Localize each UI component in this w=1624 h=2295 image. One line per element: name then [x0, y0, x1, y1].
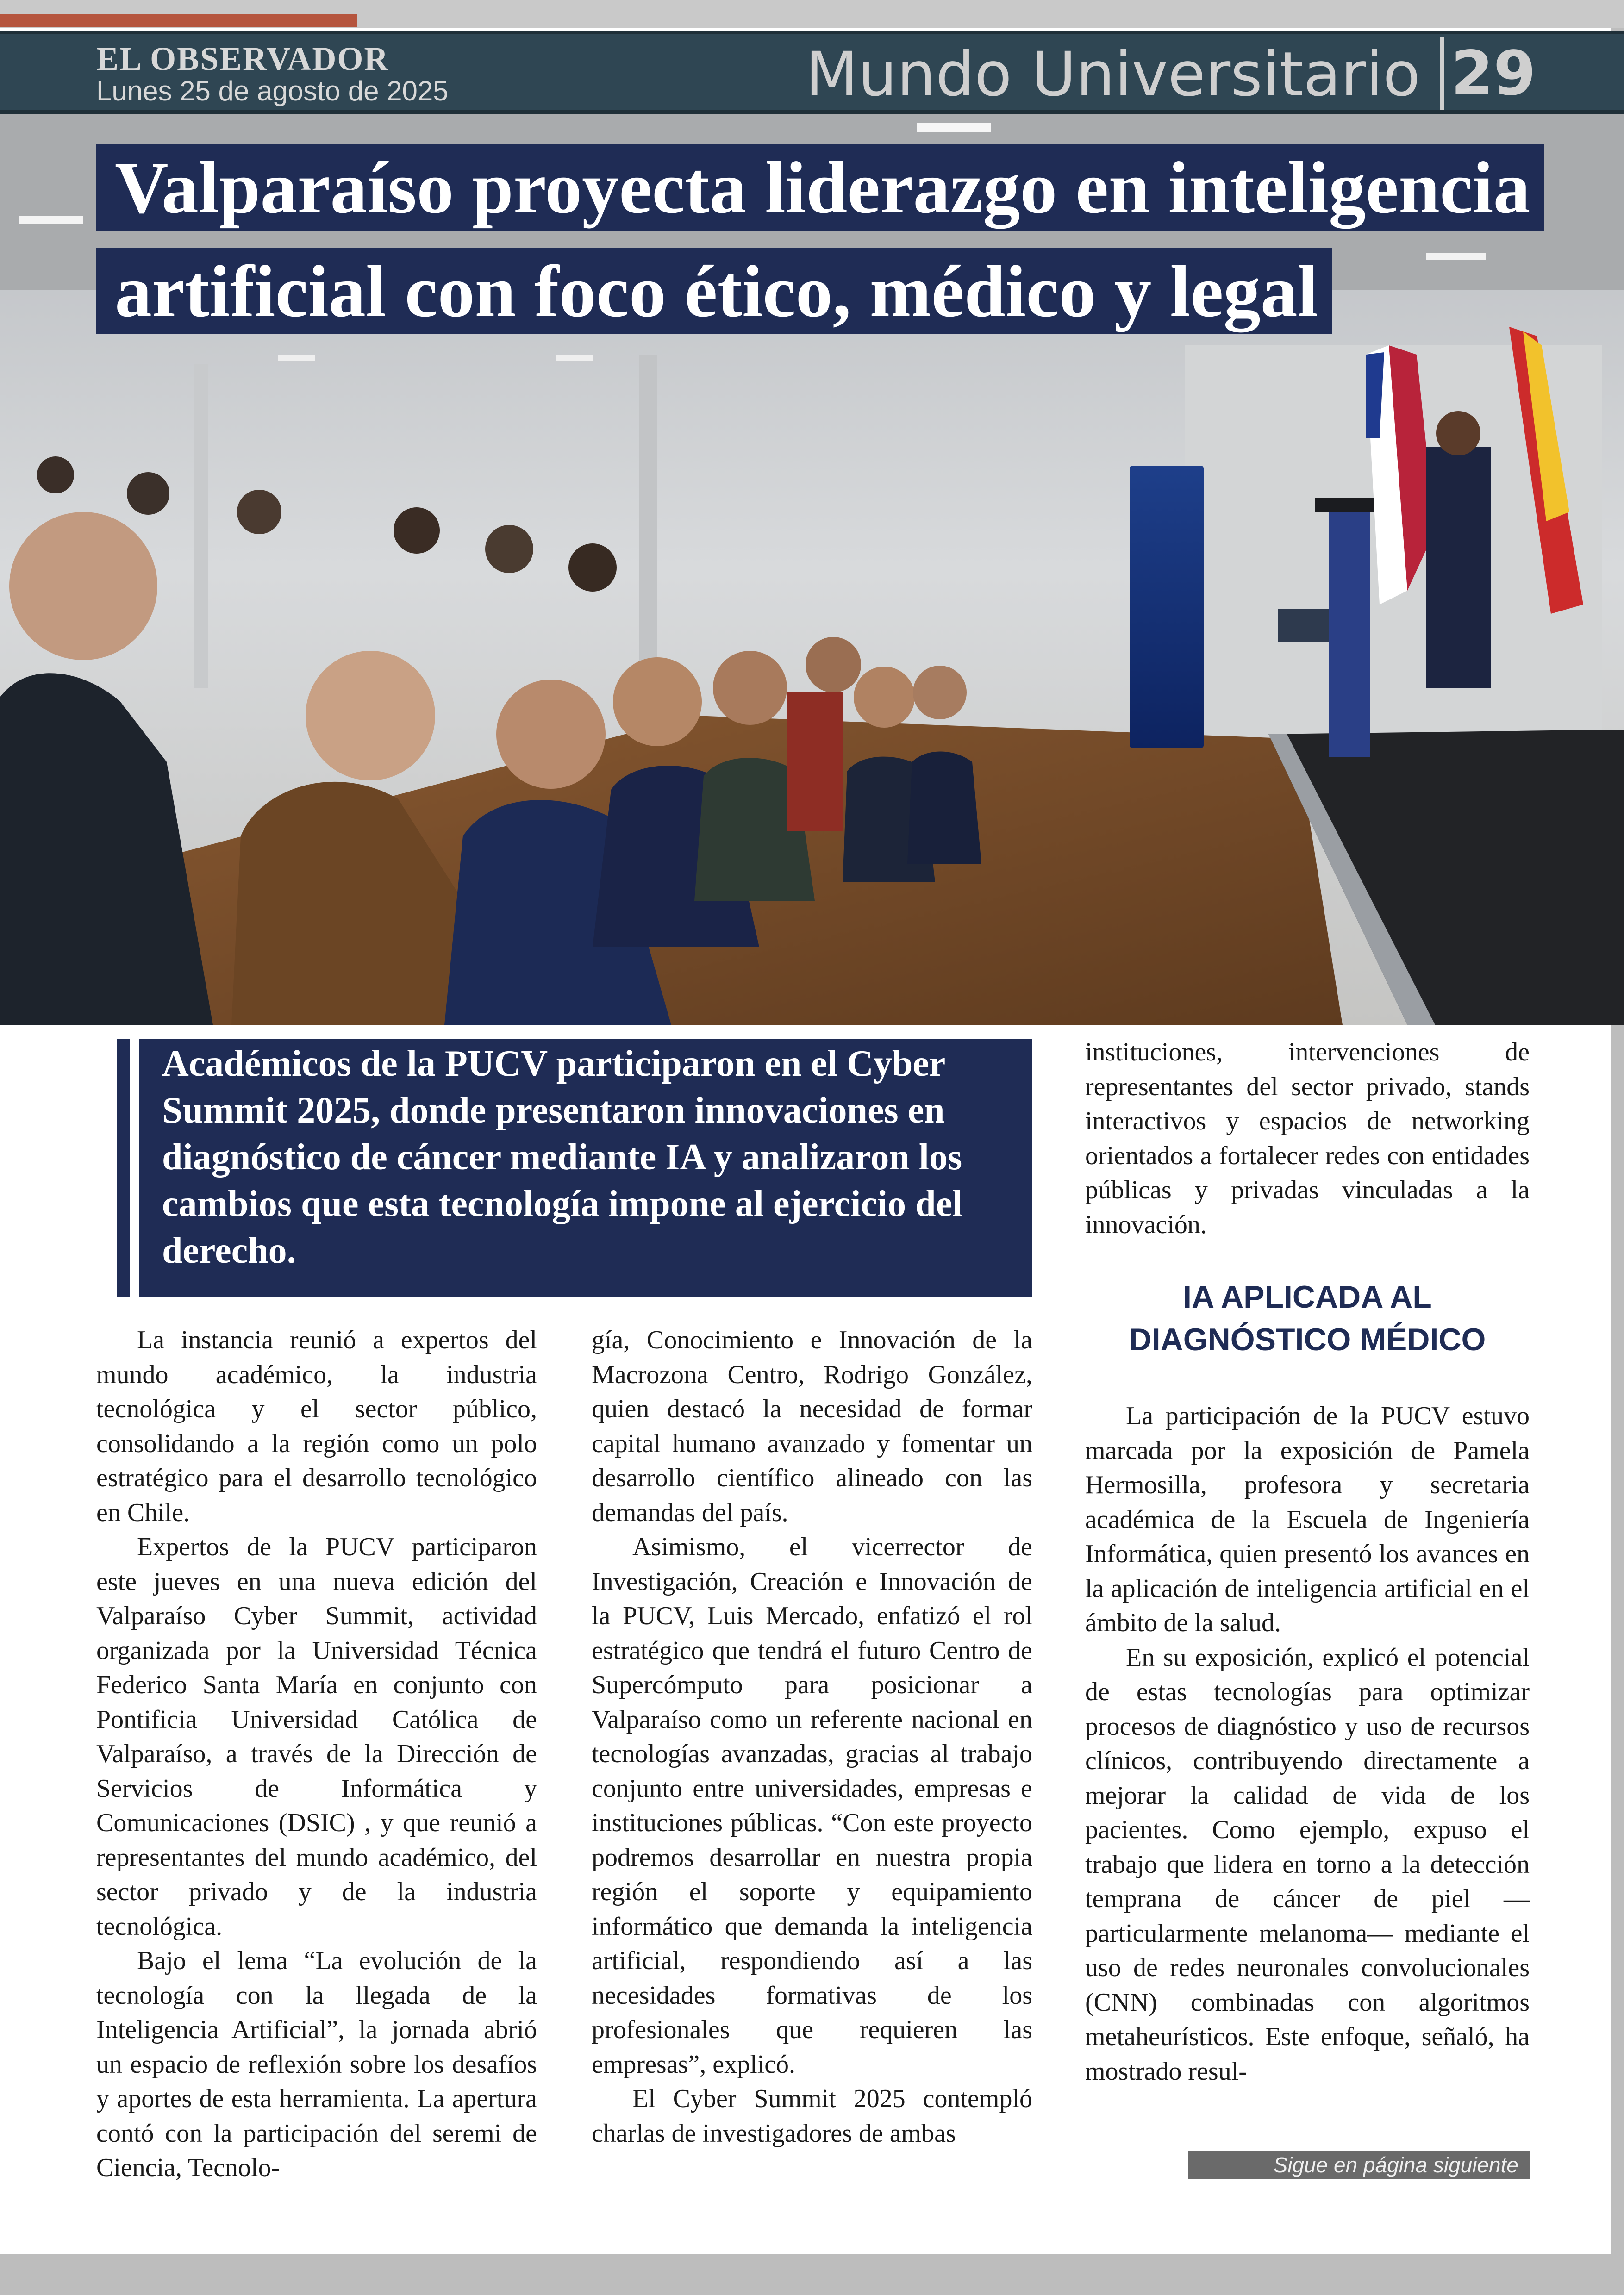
article-paragraph: Expertos de la PUCV participaron este jueves en una nueva edición del Valparaíso Cyber Summit, actividad organizada por la Universidad Técnica Federico Santa María en conjunto con Pontificia Universidad Católica de Valparaíso, a través de la Dirección de Servicios de Informática y Comunicaciones (DSIC) , y que reunió a representantes del mundo académico, del sector privado y de la industria tecnológica. [96, 1533, 537, 1941]
page-header [0, 31, 1624, 114]
article-paragraph: La instancia reunió a expertos del mundo académico, la industria tecnológica y el sector público, consolidando a la región como un polo estratégico para el desarrollo tecnológico en Chile. [96, 1326, 537, 1527]
publication-date: Lunes 25 de agosto de 2025 [96, 75, 449, 106]
subheading-line-2: DIAGNÓSTICO MÉDICO [1129, 1322, 1486, 1357]
article-paragraph: instituciones, intervenciones de representantes del sector privado, stands interactivos y espacios de networking orientados a fortalecer redes con entidades públicas y privadas vinculadas a la innovación. [1085, 1038, 1530, 1239]
lead-accent-bar [117, 1039, 130, 1297]
article-paragraph: gía, Conocimiento e Innovación de la Macrozona Centro, Rodrigo González, quien destacó la necesidad de formar capital humano avanzado y fomentar un desarrollo científico alineado con las demandas del país. [592, 1326, 1032, 1527]
publication-name: EL OBSERVADOR [96, 40, 389, 77]
lead-box [139, 1039, 1032, 1297]
article-paragraph: El Cyber Summit 2025 contempló charlas de investigadores de ambas [592, 2084, 1032, 2148]
page-number: 29 [1451, 38, 1536, 109]
headline-line-2: artificial con foco ético, médico y legal [96, 248, 1332, 334]
headline-line-1: Valparaíso proyecta liderazgo en inteligencia [96, 144, 1544, 231]
article-column-2 [592, 1323, 1032, 2151]
article-paragraph: Bajo el lema “La evolución de la tecnología con la llegada de la Inteligencia Artificial”, la jornada abrió un espacio de reflexión sobre los desafíos y aportes de esta herramienta. La apertura contó con la participación del seremi de Ciencia, Tecnolo- [96, 1946, 537, 2182]
accent-bar [0, 14, 357, 27]
section-name: Mundo Universitario [805, 39, 1420, 110]
article-paragraph: Asimismo, el vicerrector de Investigación, Creación e Innovación de la PUCV, Luis Mercado, enfatizó el rol estratégico que tendrá el futuro Centro de Supercómputo para posicionar a Valparaíso como un referente nacional en tecnologías avanzadas, gracias al trabajo conjunto entre universidades, empresas e instituciones públicas. “Con este proyecto podremos desarrollar en nuestra propia región el soporte y equipamiento informático que demanda la inteligencia artificial, respondiendo así a las necesidades formativas de los profesionales que requieren las empresas”, explicó. [592, 1533, 1032, 2079]
continue-next-page-label: Sigue en página siguiente [1188, 2151, 1530, 2179]
lead-paragraph: Académicos de la PUCV participaron en el Cyber Summit 2025, donde presentaron innovaciones en diagnóstico de cáncer mediante IA y analizaron los cambios que esta tecnología impone al ejercicio del derecho. [162, 1043, 963, 1271]
subheading-line-1: IA APLICADA AL [1183, 1279, 1432, 1315]
article-column-1 [96, 1323, 537, 2185]
article-column-3-top [1085, 1035, 1530, 1242]
article-paragraph: En su exposición, explicó el potencial de estas tecnologías para optimizar procesos de diagnóstico y uso de recursos clínicos, contribuyendo directamente a mejorar la calidad de vida de los pacientes. Como ejemplo, expuso el trabajo que lidera en torno a la detección temprana de cáncer de piel —particularmente melanoma— mediante el uso de redes neuronales convolucionales (CNN) combinadas con algoritmos metaheurísticos. Este enfoque, señaló, ha mostrado resul- [1085, 1643, 1530, 2086]
article-paragraph: La participación de la PUCV estuvo marcada por la exposición de Pamela Hermosilla, profesora y secretaria académica de la Escuela de Ingeniería Informática, quien presentó los avances en la aplicación de inteligencia artificial en el ámbito de la salud. [1085, 1402, 1530, 1637]
section-subheading [1085, 1276, 1530, 1361]
header-divider [1440, 37, 1444, 110]
article-column-3 [1085, 1399, 1530, 2089]
